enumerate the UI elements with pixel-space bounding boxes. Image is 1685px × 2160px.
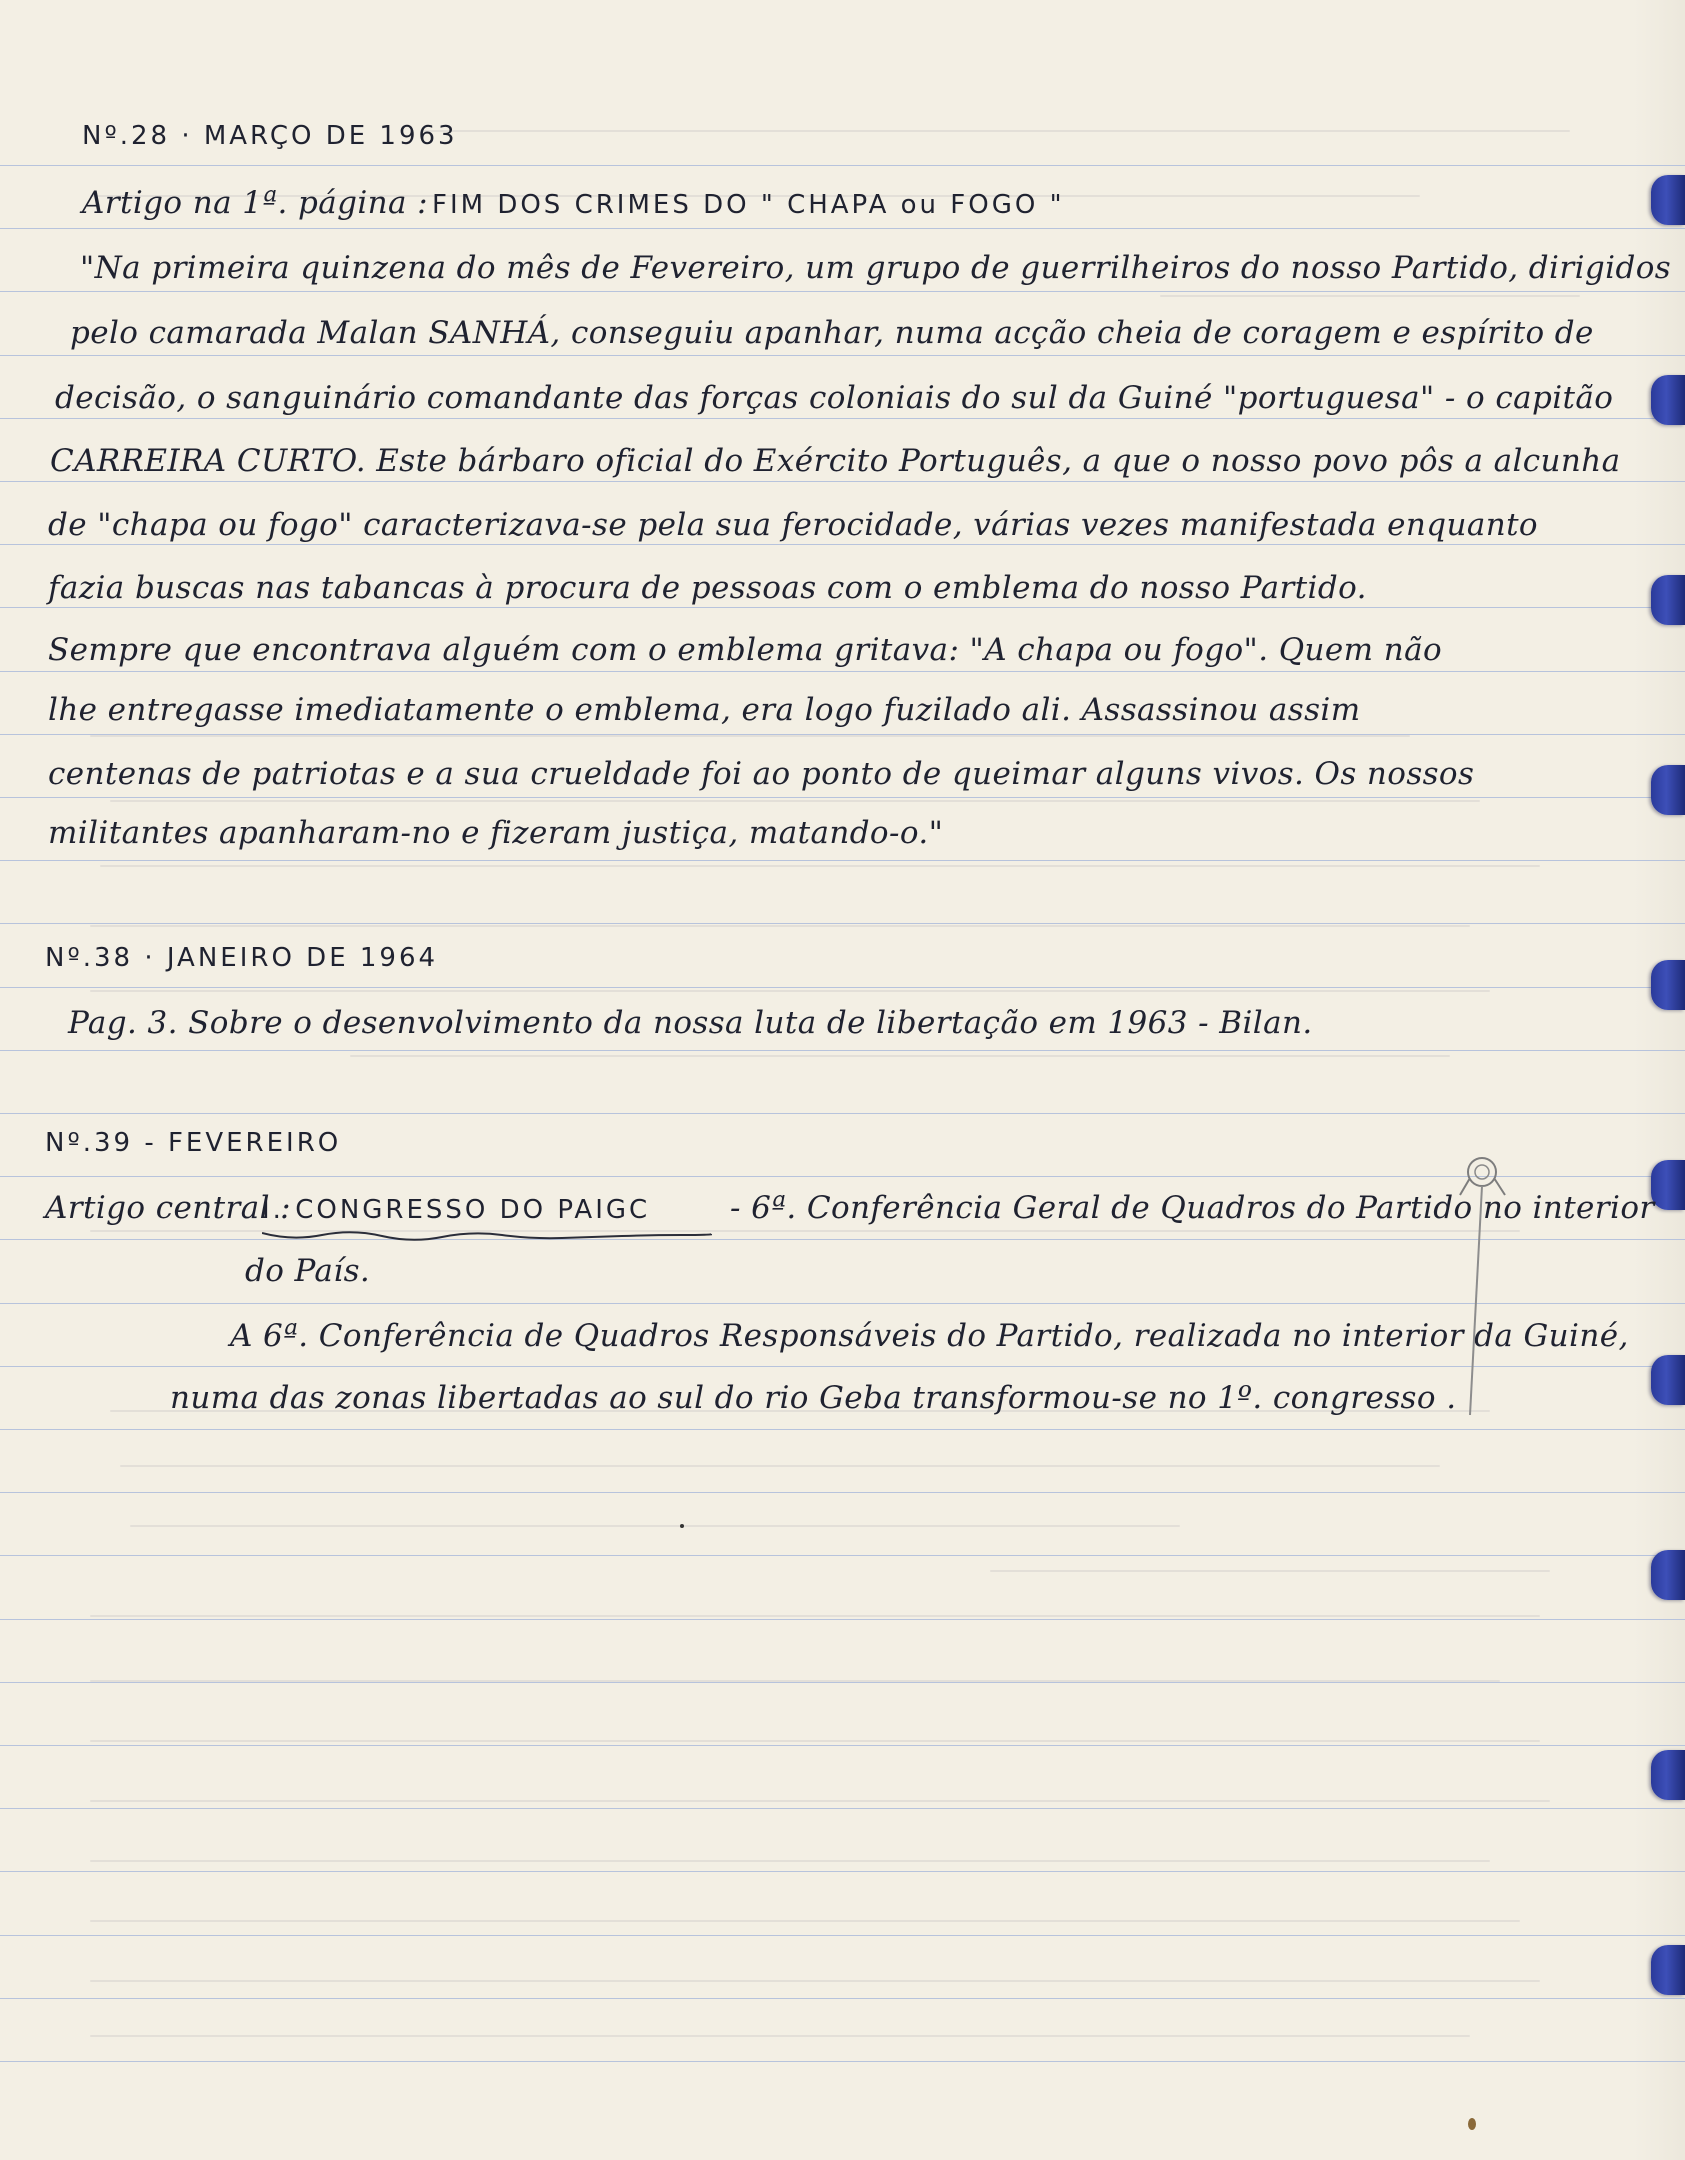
article-title: FIM DOS CRIMES DO " CHAPA ou FOGO " <box>432 190 1065 220</box>
paper-stain <box>1468 2118 1476 2130</box>
quote-line-6: fazia buscas nas tabancas à procura de pessoas com o emblema do nosso Partido. <box>48 570 1367 606</box>
entry-38: Pag. 3. Sobre o desenvolvimento da nossa luta de libertação em 1963 - Bilan. <box>68 1005 1313 1041</box>
article-label: Artigo na 1ª. página : <box>82 185 429 221</box>
central-article-rest: - 6ª. Conferência Geral de Quadros do Partido no interior <box>730 1190 1655 1226</box>
heading-number-39: Nº.39 - FEVEREIRO <box>45 1128 342 1158</box>
quote-line-3: decisão, o sanguinário comandante das forças coloniais do sul da Guiné "portuguesa" - o capitão <box>55 380 1614 416</box>
wavy-underline <box>262 1227 712 1247</box>
quote-line-4: CARREIRA CURTO. Este bárbaro oficial do Exército Português, a que o nosso povo pôs a alcunha <box>50 443 1621 479</box>
heading-number-38: Nº.38 · JANEIRO DE 1964 <box>45 943 439 973</box>
ink-dot <box>680 1524 684 1528</box>
congress-title: I. CONGRESSO DO PAIGC <box>262 1195 651 1225</box>
paragraph-line-2: numa das zonas libertadas ao sul do rio Geba transformou-se no 1º. congresso . <box>170 1380 1457 1416</box>
central-article-rest-2: do País. <box>245 1253 371 1289</box>
quote-line-2: pelo camarada Malan SANHÁ, conseguiu apanhar, numa acção cheia de coragem e espírito de <box>70 315 1594 351</box>
quote-line-9: centenas de patriotas e a sua crueldade foi ao ponto de queimar alguns vivos. Os nossos <box>48 756 1475 792</box>
quote-line-7: Sempre que encontrava alguém com o emblema gritava: "A chapa ou fogo". Quem não <box>48 632 1443 668</box>
quote-line-8: lhe entregasse imediatamente o emblema, era logo fuzilado ali. Assassinou assim <box>48 692 1361 728</box>
quote-line-5: de "chapa ou fogo" caracterizava-se pela sua ferocidade, várias vezes manifestada enquanto <box>48 507 1538 543</box>
paragraph-line-1: A 6ª. Conferência de Quadros Responsáveis do Partido, realizada no interior da Guiné, <box>230 1318 1629 1354</box>
quote-line-1: "Na primeira quinzena do mês de Fevereiro, um grupo de guerrilheiros do nosso Partido, dirigidos <box>80 250 1672 286</box>
central-article-label: Artigo central : <box>45 1190 291 1226</box>
pencil-margin-mark <box>1455 1150 1515 1420</box>
quote-line-10: militantes apanharam-no e fizeram justiça, matando-o." <box>48 815 944 851</box>
heading-number-28: Nº.28 · MARÇO DE 1963 <box>82 121 458 151</box>
